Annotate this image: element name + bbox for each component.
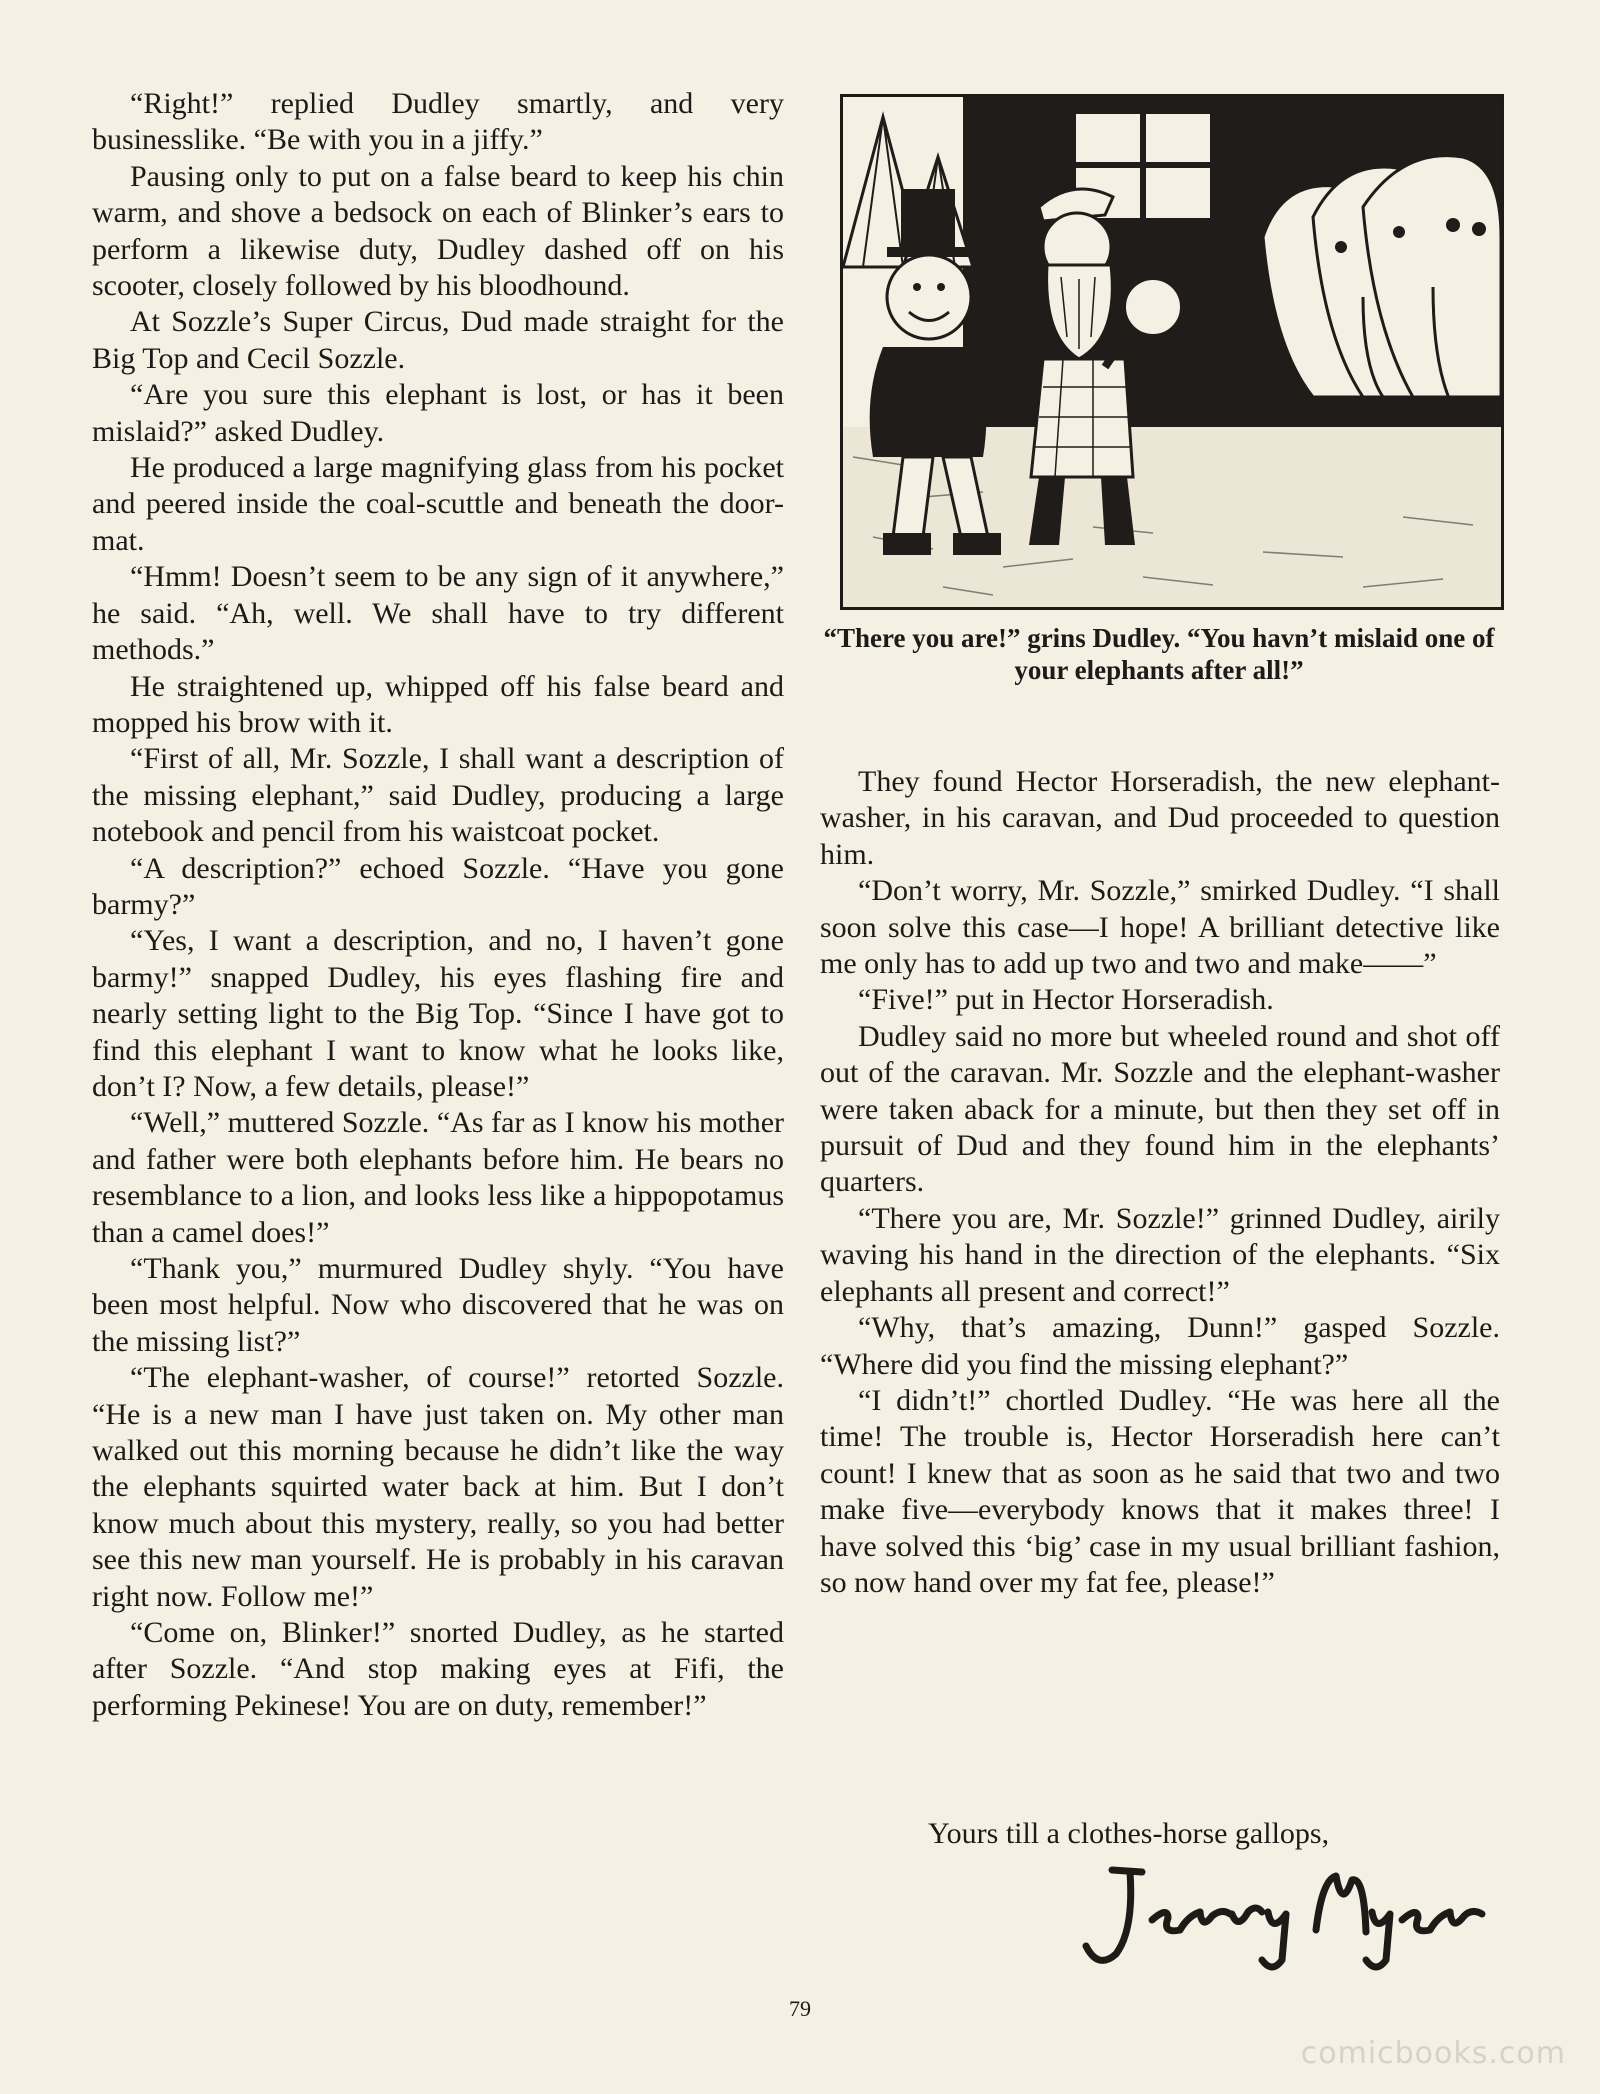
paragraph: “A description?” echoed Sozzle. “Have you gone barmy?” [92, 851, 784, 921]
signoff-line: Yours till a clothes-horse gallops, [928, 1817, 1330, 1850]
paragraph: He straightened up, whipped off his false beard and mopped his brow with it. [92, 669, 784, 739]
paragraph: “Why, that’s amazing, Dunn!” gasped Sozzle. “Where did you find the missing elephant?” [820, 1311, 1500, 1381]
paragraph: “Don’t worry, Mr. Sozzle,” smirked Dudley. “I shall soon solve this case—I hope! A brilliant detective like me only has to add up two and two and make——” [820, 874, 1500, 981]
paragraph: “Five!” put in Hector Horseradish. [858, 983, 1274, 1017]
paragraph: “There you are, Mr. Sozzle!” grinned Dudley, airily waving his hand in the direction of the elephants. “Six elephants all present and correct!” [820, 1201, 1500, 1308]
paragraph: “Thank you,” murmured Dudley shyly. “You have been most helpful. Now who discovered that he was on the missing list?” [92, 1252, 784, 1358]
page-number: 79 [789, 1996, 811, 2021]
paragraph: “First of all, Mr. Sozzle, I shall want a description of the missing elephant,” said Dudley, producing a large notebook and pencil from his waistcoat pocket. [92, 742, 784, 849]
handwritten-signature [1072, 1850, 1512, 1980]
paragraph: “Right!” replied Dudley smartly, and very businesslike. “Be with you in a jiffy.” [92, 87, 784, 157]
paragraph: At Sozzle’s Super Circus, Dud made straight for the Big Top and Cecil Sozzle. [92, 305, 784, 375]
paragraph: “Yes, I want a description, and no, I haven’t gone barmy!” snapped Dudley, his eyes flashing fire and nearly setting light to the Big Top. “Since I have got to find this elephant I want to know what he looks like, don’t I? Now, a few details, please!” [92, 924, 784, 1103]
paragraph: Dudley said no more but wheeled round and shot off out of the caravan. Mr. Sozzle and the elephant-washer were taken aback for a minute, but then they set off in pursuit of Dud and they found him in the elephants’ quarters. [820, 1019, 1500, 1199]
paragraph: They found Hector Horseradish, the new elephant-washer, in his caravan, and Dud proceeded to question him. [820, 765, 1500, 871]
illustration-detective-elephants [840, 94, 1504, 610]
paragraph: “I didn’t!” chortled Dudley. “He was here all the time! The trouble is, Hector Horseradish here can’t count! I knew that as soon as he said that two and two make five—everybody knows that it makes three! I have solved this ‘big’ case in my usual brilliant fashion, so now hand over my fat fee, please!” [820, 1383, 1500, 1599]
paragraph: Pausing only to put on a false beard to keep his chin warm, and shove a bedsock on each of Blinker’s ears to perform a likewise duty, Dudley dashed off on his scooter, closely followed by his bloodhound. [92, 159, 784, 303]
paragraph: “The elephant-washer, of course!” retorted Sozzle. “He is a new man I have just taken on. My other man walked out this morning because he didn’t like the way the elephants squirted water back at him. But I don’t know much about this mystery, really, so you had better see this new man yourself. He is probably in his caravan right now. Follow me!” [92, 1361, 784, 1613]
paragraph: He produced a large magnifying glass from his pocket and peered inside the coal-scuttle and beneath the door-mat. [92, 451, 784, 557]
watermark-text: comicbooks.com [1300, 2036, 1566, 2071]
illustration-caption: “There you are!” grins Dudley. “You havn’t mislaid one of your elephants after all!” [823, 623, 1495, 685]
paragraph: “Are you sure this elephant is lost, or has it been mislaid?” asked Dudley. [92, 378, 784, 448]
right-text-column [820, 764, 1500, 1601]
paragraph: “Hmm! Doesn’t seem to be any sign of it anywhere,” he said. “Ah, well. We shall have to try different methods.” [92, 560, 784, 667]
paragraph: “Come on, Blinker!” snorted Dudley, as he started after Sozzle. “And stop making eyes at Fifi, the performing Pekinese! You are on duty, remember!” [92, 1616, 784, 1722]
left-text-column [92, 86, 784, 1724]
paragraph: “Well,” muttered Sozzle. “As far as I know his mother and father were both elephants before him. He bears no resemblance to a lion, and looks less like a hippopotamus than a camel does!” [92, 1106, 784, 1249]
